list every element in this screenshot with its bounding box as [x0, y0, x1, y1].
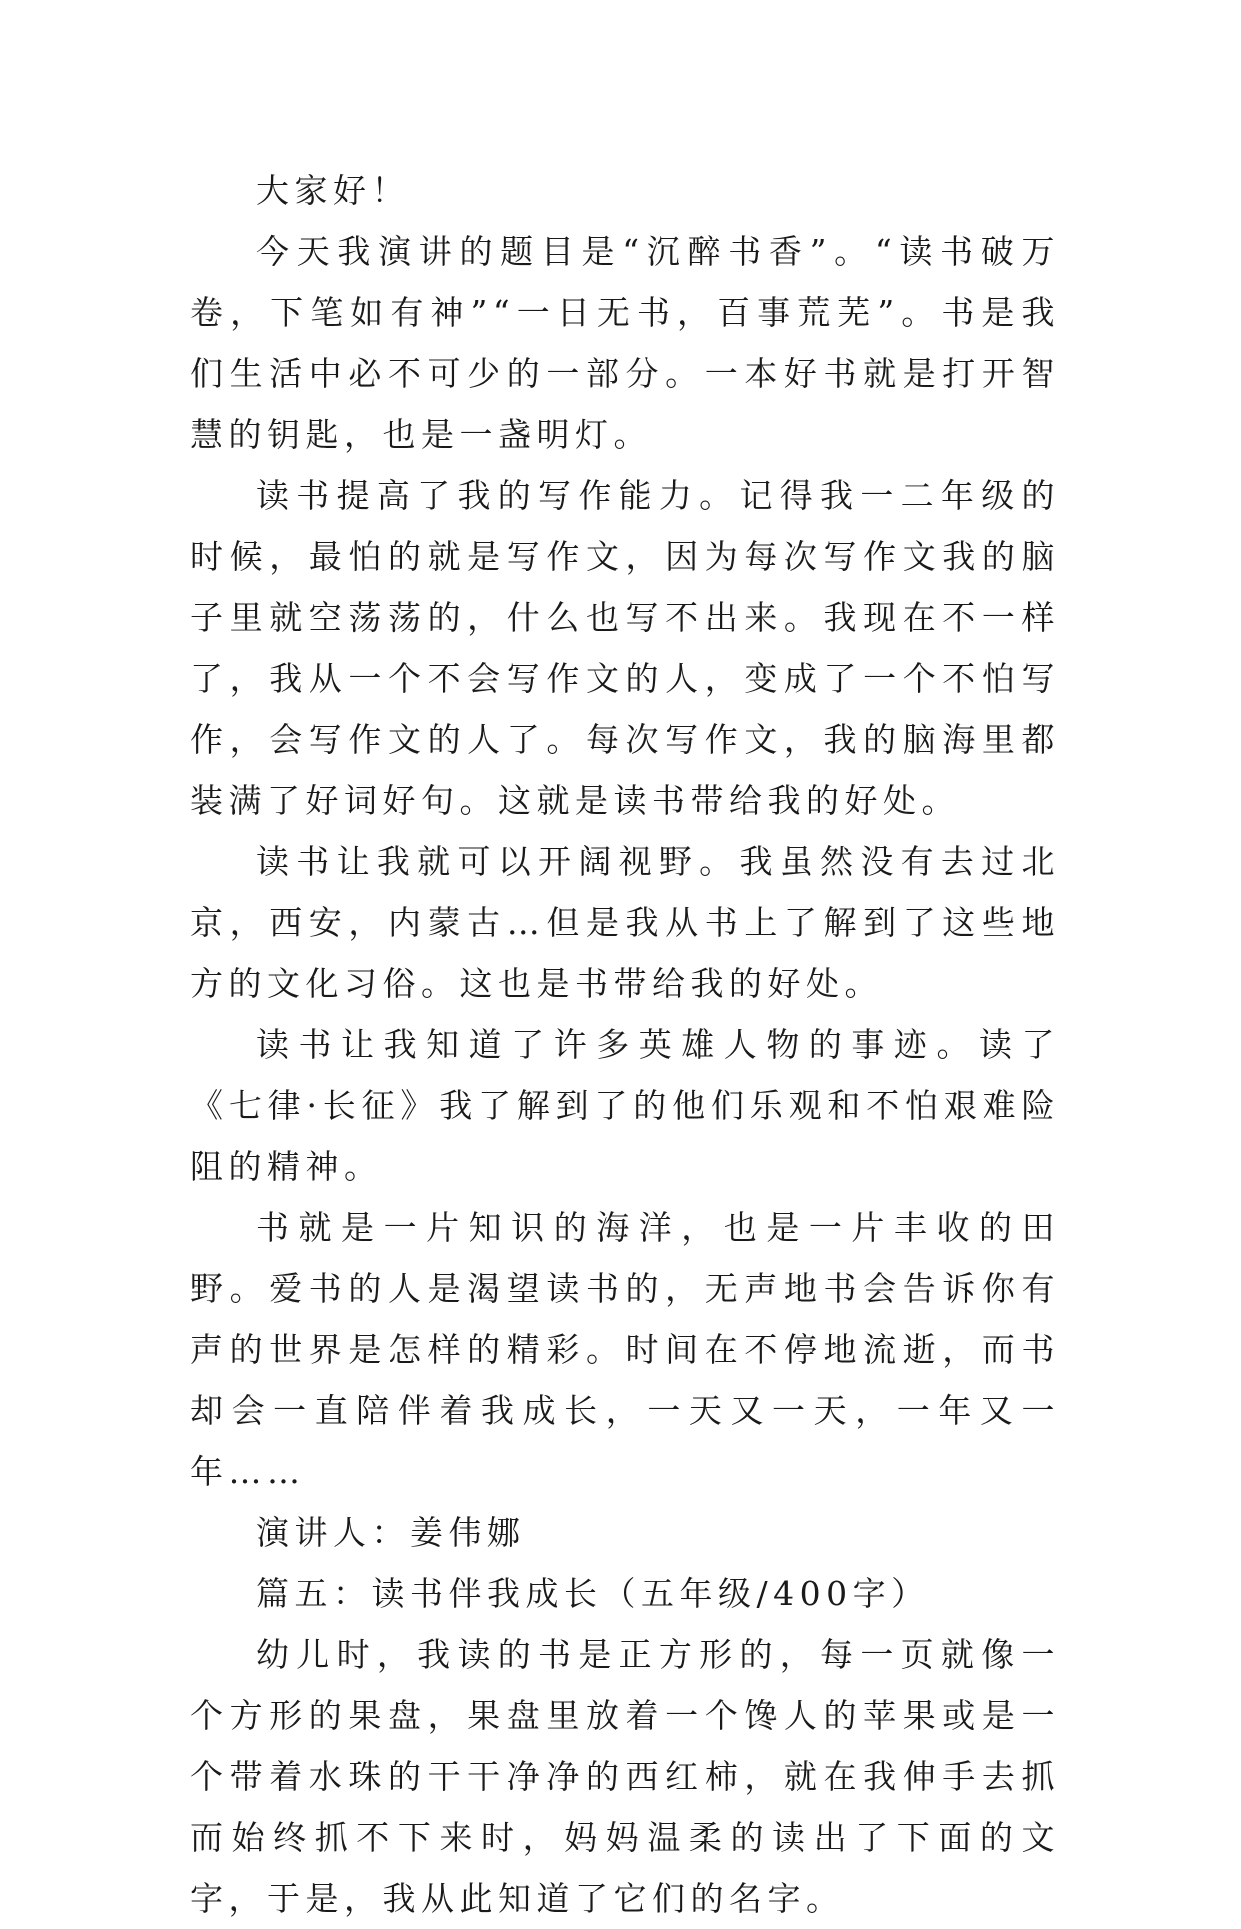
heroes-paragraph: 读书让我知道了许多英雄人物的事迹。读了《七律·长征》我了解到了的他们乐观和不怕艰难险阻的精神。	[190, 1025, 1060, 1186]
childhood-reading-paragraph: 幼儿时，我读的书是正方形的，每一页就像一个方形的果盘，果盘里放着一个馋人的苹果或是一个带着水珠的干干净净的西红柿，就在我伸手去抓而始终抓不下来时，妈妈温柔的读出了下面的文字，于是，我从此知道了它们的名字。	[190, 1635, 1060, 1918]
broaden-horizons-paragraph: 读书让我就可以开阔视野。我虽然没有去过北京，西安，内蒙古…但是我从书上了解到了这些地方的文化习俗。这也是书带给我的好处。	[190, 842, 1060, 1003]
document-body	[190, 160, 1060, 1929]
writing-ability-paragraph: 读书提高了我的写作能力。记得我一二年级的时候，最怕的就是写作文，因为每次写作文我的脑子里就空荡荡的，什么也写不出来。我现在不一样了，我从一个不会写作文的人，变成了一个不怕写作，会写作文的人了。每次写作文，我的脑海里都装满了好词好句。这就是读书带给我的好处。	[190, 476, 1060, 820]
ocean-of-knowledge-paragraph: 书就是一片知识的海洋，也是一片丰收的田野。爱书的人是渴望读书的，无声地书会告诉你有声的世界是怎样的精彩。时间在不停地流逝，而书却会一直陪伴着我成长，一天又一天，一年又一年……	[190, 1208, 1060, 1491]
speech-title-paragraph: 今天我演讲的题目是“沉醉书香”。“读书破万卷，下笔如有神”“一日无书，百事荒芜”。书是我们生活中必不可少的一部分。一本好书就是打开智慧的钥匙，也是一盏明灯。	[190, 232, 1060, 454]
greeting-paragraph: 大家好！	[256, 171, 410, 210]
speaker-line: 演讲人：姜伟娜	[256, 1513, 526, 1552]
section-heading: 篇五：读书伴我成长（五年级/400字）	[256, 1574, 930, 1613]
